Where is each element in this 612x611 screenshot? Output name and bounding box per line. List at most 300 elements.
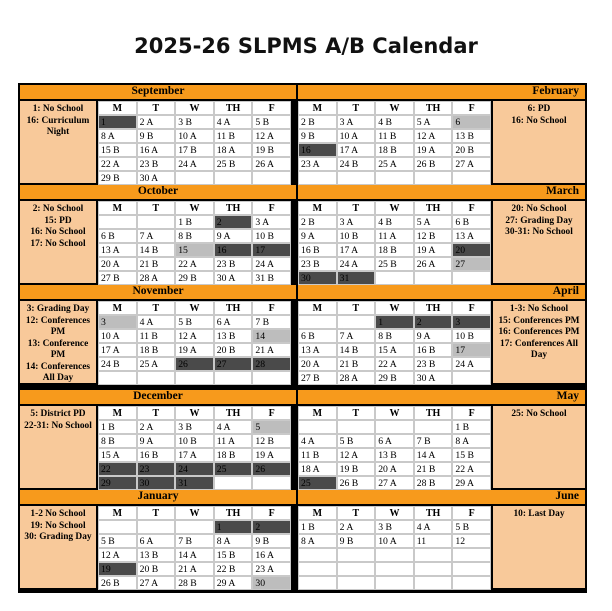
day-cell: 12 A	[414, 129, 453, 143]
day-cell: 2 A	[137, 420, 176, 434]
weekday-header: M	[98, 201, 137, 215]
day-cell: 31	[175, 476, 214, 490]
day-cell: 17 B	[175, 143, 214, 157]
day-cell: 19 A	[175, 343, 214, 357]
day-cell	[414, 420, 453, 434]
day-cell: 26	[175, 357, 214, 371]
day-cell: 3 A	[252, 215, 291, 229]
day-cell: 14 B	[137, 243, 176, 257]
day-cell: 6 B	[298, 329, 337, 343]
month-header-april: April	[298, 285, 585, 299]
day-cell	[175, 371, 214, 385]
notes-panel-may	[493, 406, 585, 488]
day-cell	[337, 315, 376, 329]
note-line: 12: Conferences PM	[25, 315, 91, 337]
day-cell: 8 B	[175, 229, 214, 243]
day-cell: 7 B	[175, 534, 214, 548]
day-cell: 21 B	[414, 462, 453, 476]
day-cell: 8 B	[98, 434, 137, 448]
day-cell: 29 B	[375, 371, 414, 385]
weekday-header: F	[452, 201, 491, 215]
day-cell: 29 A	[452, 476, 491, 490]
note-line: 16: Conferences PM	[498, 327, 580, 337]
weekday-header: F	[252, 101, 291, 115]
day-cell: 13 A	[298, 343, 337, 357]
weekday-header: T	[337, 101, 376, 115]
day-cell: 29	[98, 476, 137, 490]
day-cell: 25	[298, 476, 337, 490]
day-cell: 4 A	[214, 115, 253, 129]
month-header-october: October	[20, 185, 296, 199]
day-cell: 2	[214, 215, 253, 229]
day-cell: 27	[214, 357, 253, 371]
weekday-header: T	[337, 301, 376, 315]
day-cell: 18 A	[298, 462, 337, 476]
day-cell	[298, 171, 337, 185]
note-line: 20: No School	[511, 204, 567, 214]
day-cell: 21 B	[337, 357, 376, 371]
day-cell: 13 B	[452, 129, 491, 143]
weekday-header: TH	[214, 506, 253, 520]
weekday-header: T	[137, 201, 176, 215]
day-cell: 21 A	[175, 562, 214, 576]
weekday-header: TH	[414, 201, 453, 215]
day-cell: 13 B	[375, 448, 414, 462]
day-cell: 17	[452, 343, 491, 357]
day-cell	[337, 548, 376, 562]
weekday-header: T	[137, 506, 176, 520]
day-cell	[252, 371, 291, 385]
note-line: 14: Conferences All Day	[25, 361, 91, 383]
day-cell: 23 B	[298, 257, 337, 271]
weekday-header: W	[175, 301, 214, 315]
day-cell: 23 B	[214, 257, 253, 271]
day-cell: 30 A	[414, 371, 453, 385]
day-cell	[175, 171, 214, 185]
note-line: 1: No School	[32, 104, 84, 114]
day-cell: 12 A	[337, 448, 376, 462]
weekday-header: TH	[414, 506, 453, 520]
day-cell: 13 A	[452, 229, 491, 243]
day-cell: 4 B	[375, 115, 414, 129]
day-cell: 10 A	[98, 329, 137, 343]
day-cell: 3 A	[337, 115, 376, 129]
note-line: 16: Curriculum Night	[26, 115, 90, 137]
day-cell: 2 B	[298, 215, 337, 229]
day-cell: 19 A	[414, 143, 453, 157]
weekday-header: M	[98, 506, 137, 520]
note-line: 16: No School	[511, 115, 567, 126]
weekday-header: TH	[414, 406, 453, 420]
day-cell	[414, 548, 453, 562]
day-cell: 8 B	[375, 329, 414, 343]
day-cell	[337, 171, 376, 185]
note-line: 6: PD	[527, 104, 551, 114]
day-cell: 22 B	[214, 562, 253, 576]
day-cell: 15 B	[452, 448, 491, 462]
day-cell: 6 B	[98, 229, 137, 243]
weekday-header: W	[375, 406, 414, 420]
day-cell	[298, 548, 337, 562]
note-line: 13: Conference PM	[27, 338, 89, 360]
day-cell: 15	[175, 243, 214, 257]
day-cell: 15 B	[98, 143, 137, 157]
day-cell: 1	[375, 315, 414, 329]
weekday-header: F	[252, 506, 291, 520]
day-cell: 22 A	[375, 357, 414, 371]
weekday-header: T	[137, 406, 176, 420]
day-cell: 26 B	[98, 576, 137, 590]
day-cell: 5 B	[175, 315, 214, 329]
day-cell: 10 B	[252, 229, 291, 243]
day-cell	[452, 171, 491, 185]
day-cell: 12	[452, 534, 491, 548]
weekday-header: W	[375, 506, 414, 520]
day-cell: 12 B	[252, 434, 291, 448]
day-cell: 31 B	[252, 271, 291, 285]
weekday-header: TH	[214, 101, 253, 115]
day-cell: 16	[214, 243, 253, 257]
day-cell: 30	[137, 476, 176, 490]
day-cell	[452, 562, 491, 576]
day-cell	[214, 476, 253, 490]
day-cell: 5	[252, 420, 291, 434]
day-cell: 26 B	[337, 476, 376, 490]
day-cell: 13 B	[137, 548, 176, 562]
day-cell: 27 A	[137, 576, 176, 590]
day-cell: 26 A	[414, 257, 453, 271]
day-cell: 6 A	[375, 434, 414, 448]
day-cell: 19 A	[252, 448, 291, 462]
day-cell: 1 B	[452, 420, 491, 434]
day-cell: 28 B	[175, 576, 214, 590]
day-cell: 13 A	[98, 243, 137, 257]
note-line: 1-2 No School	[30, 509, 86, 519]
day-cell: 1	[214, 520, 253, 534]
day-cell: 10 B	[452, 329, 491, 343]
day-cell: 2 B	[298, 115, 337, 129]
day-cell: 18 B	[375, 143, 414, 157]
weekday-header: TH	[214, 406, 253, 420]
calendar-grid	[18, 83, 587, 593]
day-cell: 22 A	[98, 157, 137, 171]
day-cell: 27 A	[375, 476, 414, 490]
day-cell: 8 A	[214, 534, 253, 548]
notes-panel-june	[493, 506, 585, 588]
day-cell	[214, 171, 253, 185]
day-cell: 21 A	[252, 343, 291, 357]
day-cell: 20 A	[98, 257, 137, 271]
day-cell	[375, 171, 414, 185]
day-cell: 18 B	[214, 448, 253, 462]
day-cell: 16 B	[298, 243, 337, 257]
day-cell: 9 A	[414, 329, 453, 343]
page-title: 2025-26 SLPMS A/B Calendar	[134, 34, 478, 58]
day-cell: 11 A	[375, 229, 414, 243]
day-cell: 24 A	[252, 257, 291, 271]
day-cell: 16 B	[137, 448, 176, 462]
weekday-header: M	[298, 506, 337, 520]
day-cell: 25 B	[375, 257, 414, 271]
day-cell: 3	[98, 315, 137, 329]
day-cell: 24 B	[337, 157, 376, 171]
notes-panel-april	[493, 301, 585, 383]
day-cell	[137, 371, 176, 385]
day-cell: 2 A	[337, 520, 376, 534]
weekday-header: T	[337, 201, 376, 215]
notes-panel-september	[20, 101, 96, 183]
day-cell	[337, 420, 376, 434]
day-cell: 15 A	[98, 448, 137, 462]
note-line: 17: No School	[30, 238, 86, 249]
weekday-header: W	[375, 301, 414, 315]
day-cell: 15 A	[375, 343, 414, 357]
notes-panel-february	[493, 101, 585, 183]
month-header-september: September	[20, 85, 296, 99]
day-cell: 8 A	[452, 434, 491, 448]
day-cell	[98, 215, 137, 229]
weekday-header: F	[452, 506, 491, 520]
day-cell: 9 A	[298, 229, 337, 243]
day-cell: 10 B	[337, 229, 376, 243]
day-cell: 1	[98, 115, 137, 129]
day-cell: 16 A	[137, 143, 176, 157]
note-line: 27: Grading Day	[505, 215, 573, 226]
day-cell: 24 A	[175, 157, 214, 171]
day-cell: 24 A	[452, 357, 491, 371]
day-cell: 24 B	[98, 357, 137, 371]
weekday-header: F	[252, 201, 291, 215]
day-cell: 17 A	[98, 343, 137, 357]
day-cell: 12 A	[175, 329, 214, 343]
day-cell	[214, 371, 253, 385]
day-cell: 14	[252, 329, 291, 343]
note-line: 10: Last Day	[513, 509, 565, 519]
day-cell: 26 B	[414, 157, 453, 171]
day-cell	[452, 576, 491, 590]
weekday-header: TH	[414, 101, 453, 115]
day-cell: 20 B	[214, 343, 253, 357]
day-cell: 5 A	[414, 215, 453, 229]
day-cell: 23 A	[252, 562, 291, 576]
weekday-header: TH	[214, 201, 253, 215]
day-cell: 23 B	[137, 157, 176, 171]
day-cell: 6	[452, 115, 491, 129]
day-cell: 2	[414, 315, 453, 329]
day-cell: 14 A	[414, 448, 453, 462]
day-cell	[252, 476, 291, 490]
day-cell: 22	[98, 462, 137, 476]
day-cell: 26 A	[252, 157, 291, 171]
day-cell: 3 B	[175, 115, 214, 129]
day-cell: 29 B	[98, 171, 137, 185]
day-cell: 1 B	[298, 520, 337, 534]
day-cell: 10 A	[175, 129, 214, 143]
weekday-header: W	[175, 406, 214, 420]
day-cell: 30	[298, 271, 337, 285]
day-cell	[414, 171, 453, 185]
day-cell	[298, 315, 337, 329]
day-cell: 5 B	[452, 520, 491, 534]
month-header-june: June	[298, 490, 585, 504]
weekday-header: T	[137, 101, 176, 115]
day-cell	[375, 562, 414, 576]
weekday-header: W	[175, 201, 214, 215]
day-cell	[137, 520, 176, 534]
day-cell: 20 B	[452, 143, 491, 157]
day-cell: 19 B	[337, 462, 376, 476]
month-header-february: February	[298, 85, 585, 99]
note-line: 30-31: No School	[505, 227, 573, 237]
day-cell: 10 B	[175, 434, 214, 448]
day-cell	[452, 548, 491, 562]
weekday-header: T	[337, 506, 376, 520]
day-cell	[137, 215, 176, 229]
day-cell	[414, 562, 453, 576]
day-cell: 1 B	[98, 420, 137, 434]
day-cell: 23 A	[298, 157, 337, 171]
note-line: 2: No School	[32, 204, 84, 214]
weekday-header: M	[298, 301, 337, 315]
day-cell: 25 A	[137, 357, 176, 371]
day-cell: 6 A	[214, 315, 253, 329]
day-cell: 8 A	[98, 129, 137, 143]
day-cell: 20	[452, 243, 491, 257]
day-cell: 27	[452, 257, 491, 271]
weekday-header: W	[175, 101, 214, 115]
day-cell: 3 B	[375, 520, 414, 534]
day-cell: 22 A	[175, 257, 214, 271]
notes-panel-january	[20, 506, 96, 588]
day-cell: 25	[214, 462, 253, 476]
day-cell: 20 A	[298, 357, 337, 371]
day-cell: 24 A	[337, 257, 376, 271]
weekday-header: F	[452, 301, 491, 315]
day-cell: 16 A	[252, 548, 291, 562]
day-cell: 4 A	[214, 420, 253, 434]
day-cell: 23	[137, 462, 176, 476]
day-cell: 11 A	[214, 434, 253, 448]
day-cell: 27 B	[298, 371, 337, 385]
day-cell: 30	[252, 576, 291, 590]
day-cell: 12 A	[252, 129, 291, 143]
day-cell: 24	[175, 462, 214, 476]
day-cell	[375, 420, 414, 434]
weekday-header: F	[452, 406, 491, 420]
day-cell	[98, 371, 137, 385]
day-cell	[298, 420, 337, 434]
weekday-header: W	[175, 506, 214, 520]
day-cell	[98, 520, 137, 534]
day-cell	[337, 562, 376, 576]
day-cell: 18 B	[137, 343, 176, 357]
day-cell: 28	[252, 357, 291, 371]
weekday-header: T	[337, 406, 376, 420]
day-cell: 29 A	[214, 576, 253, 590]
note-line: 25: No School	[511, 409, 567, 419]
day-cell: 19 A	[414, 243, 453, 257]
weekday-header: M	[298, 101, 337, 115]
day-cell: 8 A	[298, 534, 337, 548]
weekday-header: F	[252, 301, 291, 315]
day-cell: 4 A	[414, 520, 453, 534]
day-cell: 17	[252, 243, 291, 257]
day-cell	[452, 371, 491, 385]
day-cell: 9 B	[337, 534, 376, 548]
day-cell: 19 B	[252, 143, 291, 157]
day-cell: 17 A	[337, 143, 376, 157]
notes-panel-december	[20, 406, 96, 488]
note-line: 1-3: No School	[509, 304, 569, 314]
day-cell	[298, 562, 337, 576]
day-cell: 27 B	[98, 271, 137, 285]
day-cell: 4 A	[298, 434, 337, 448]
day-cell: 18 B	[375, 243, 414, 257]
note-line: 15: Conferences PM	[498, 315, 580, 326]
day-cell	[452, 271, 491, 285]
day-cell: 10 A	[337, 129, 376, 143]
day-cell: 9 B	[252, 534, 291, 548]
note-line: 3: Grading Day	[26, 304, 90, 314]
day-cell: 10 A	[375, 534, 414, 548]
day-cell: 3 B	[175, 420, 214, 434]
weekday-header: F	[452, 101, 491, 115]
day-cell: 4 A	[137, 315, 176, 329]
day-cell	[298, 576, 337, 590]
weekday-header: W	[375, 201, 414, 215]
day-cell: 18 A	[214, 143, 253, 157]
day-cell: 21 B	[137, 257, 176, 271]
note-line: 15: PD	[44, 215, 72, 226]
weekday-header: M	[98, 301, 137, 315]
day-cell: 26	[252, 462, 291, 476]
day-cell: 12 B	[414, 229, 453, 243]
note-line: 5: District PD	[30, 409, 86, 419]
day-cell: 7 A	[337, 329, 376, 343]
day-cell: 5 A	[414, 115, 453, 129]
day-cell: 25 B	[214, 157, 253, 171]
day-cell: 9 A	[137, 434, 176, 448]
day-cell: 9 A	[214, 229, 253, 243]
day-cell: 11 B	[375, 129, 414, 143]
day-cell: 11 B	[214, 129, 253, 143]
day-cell: 6 B	[452, 215, 491, 229]
day-cell: 31	[337, 271, 376, 285]
notes-panel-november	[20, 301, 96, 383]
day-cell: 6 A	[137, 534, 176, 548]
notes-panel-october	[20, 201, 96, 283]
weekday-header: M	[98, 406, 137, 420]
day-cell: 17 A	[337, 243, 376, 257]
day-cell: 1 B	[175, 215, 214, 229]
day-cell	[337, 576, 376, 590]
day-cell	[414, 576, 453, 590]
day-cell: 9 B	[137, 129, 176, 143]
day-cell: 29 B	[175, 271, 214, 285]
day-cell	[252, 171, 291, 185]
day-cell: 22 A	[452, 462, 491, 476]
month-header-january: January	[20, 490, 296, 504]
day-cell: 5 B	[98, 534, 137, 548]
month-header-may: May	[298, 390, 585, 404]
weekday-header: W	[375, 101, 414, 115]
day-cell: 11	[414, 534, 453, 548]
weekday-header: TH	[414, 301, 453, 315]
day-cell: 5 B	[252, 115, 291, 129]
weekday-header: M	[98, 101, 137, 115]
day-cell: 14 A	[175, 548, 214, 562]
day-cell: 28 A	[137, 271, 176, 285]
